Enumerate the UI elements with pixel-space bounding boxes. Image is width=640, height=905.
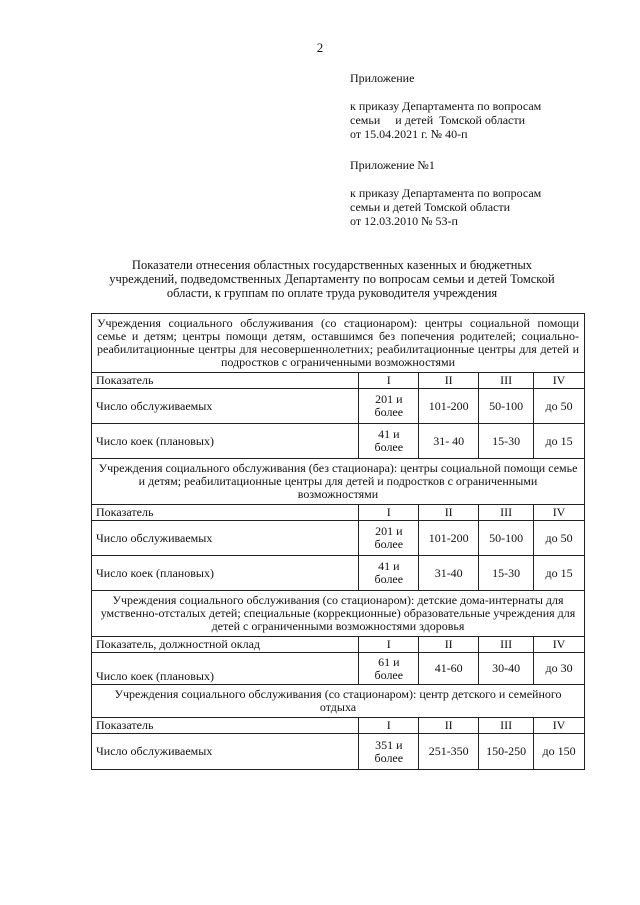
table-row [92, 734, 585, 770]
table-row [92, 521, 585, 556]
header-cell: Показатель, должностной оклад [92, 637, 359, 653]
appendix-line: от 15.04.2021 г. № 40-п [350, 127, 468, 141]
table-header-row [92, 505, 585, 521]
header-cell: Показатель [92, 505, 359, 521]
table-cell: 150-250 [479, 734, 534, 770]
section-title-row [92, 459, 585, 505]
row-label: Число коек (плановых) [92, 653, 359, 685]
section-title-row [92, 314, 585, 373]
section-title: Учреждения социального обслуживания (без стационара): центры социальной помощи семье и детям; реабилитационные центры для детей и подростков с ограниченными возможностями [92, 459, 585, 505]
header-cell: IV [534, 637, 585, 653]
row-label: Число обслуживаемых [92, 389, 359, 424]
table-cell: 31- 40 [419, 424, 479, 459]
table-cell: 15-30 [479, 556, 534, 591]
table-cell: до 15 [534, 556, 585, 591]
row-label: Число обслуживаемых [92, 521, 359, 556]
table-cell: 201 и более [359, 521, 419, 556]
appendix-heading: Приложение №1 [350, 158, 435, 172]
header-cell: Показатель [92, 373, 359, 389]
indicators-table [91, 313, 585, 770]
table-header-row [92, 373, 585, 389]
table-cell: до 50 [534, 521, 585, 556]
table-cell: 101-200 [419, 521, 479, 556]
table-row [92, 389, 585, 424]
title-line: учреждений, подведомственных Департаменту по вопросам семьи и детей Томской [109, 272, 555, 286]
header-cell: III [479, 373, 534, 389]
header-cell: III [479, 505, 534, 521]
header-cell: II [419, 718, 479, 734]
table-cell: 351 и более [359, 734, 419, 770]
table-header-row [92, 637, 585, 653]
table-cell: до 150 [534, 734, 585, 770]
appendix-block-1 [350, 71, 610, 141]
header-cell: II [419, 373, 479, 389]
header-cell: III [479, 718, 534, 734]
appendix-line: к приказу Департамента по вопросам [350, 99, 542, 113]
appendix-block-2 [350, 158, 610, 228]
header-cell: II [419, 505, 479, 521]
table-cell: до 30 [534, 653, 585, 685]
row-label: Число обслуживаемых [92, 734, 359, 770]
table-cell: до 15 [534, 424, 585, 459]
header-cell: I [359, 718, 419, 734]
row-label: Число коек (плановых) [92, 424, 359, 459]
document-title [86, 258, 578, 300]
appendix-line: от 12.03.2010 № 53-п [350, 214, 458, 228]
table-cell: до 50 [534, 389, 585, 424]
appendix-heading: Приложение [350, 71, 415, 85]
table-cell: 101-200 [419, 389, 479, 424]
table-cell: 41 и более [359, 556, 419, 591]
page-number: 2 [316, 40, 324, 55]
appendix-line: семьи и детей Томской области [350, 113, 526, 127]
table-cell: 41-60 [419, 653, 479, 685]
row-label: Число коек (плановых) [92, 556, 359, 591]
section-title-row [92, 685, 585, 718]
header-cell: I [359, 373, 419, 389]
header-cell: III [479, 637, 534, 653]
title-line: области, к группам по оплате труда руководителя учреждения [166, 286, 498, 300]
header-cell: I [359, 637, 419, 653]
appendix-line: к приказу Департамента по вопросам [350, 186, 542, 200]
header-cell: IV [534, 373, 585, 389]
appendix-line: семьи и детей Томской области [350, 200, 511, 214]
table-row [92, 653, 585, 685]
section-title: Учреждения социального обслуживания (со стационаром): детские дома-интернаты для умственно-отсталых детей; специальные (коррекционные) образовательные учреждения для детей с ограниченными возможностями здоровья [92, 591, 585, 637]
table-cell: 201 и более [359, 389, 419, 424]
table-cell: 61 и более [359, 653, 419, 685]
title-line: Показатели отнесения областных государственных казенных и бюджетных [131, 258, 533, 272]
table-cell: 30-40 [479, 653, 534, 685]
table-row [92, 556, 585, 591]
section-title-row [92, 591, 585, 637]
table-cell: 15-30 [479, 424, 534, 459]
table-cell: 50-100 [479, 521, 534, 556]
table-cell: 251-350 [419, 734, 479, 770]
header-cell: IV [534, 718, 585, 734]
table-cell: 50-100 [479, 389, 534, 424]
header-cell: I [359, 505, 419, 521]
table-cell: 41 и более [359, 424, 419, 459]
table-header-row [92, 718, 585, 734]
header-cell: IV [534, 505, 585, 521]
table-row [92, 424, 585, 459]
header-cell: Показатель [92, 718, 359, 734]
table-cell: 31-40 [419, 556, 479, 591]
section-title: Учреждения социального обслуживания (со стационаром): центры социальной помощи семье и детям; центры помощи детям, оставшимся без попечения родителей; социально-реабилитационные центры для несовершеннолетних; реабилитационные центры для детей и подростков с ограниченными возможностями [92, 314, 585, 373]
header-cell: II [419, 637, 479, 653]
section-title: Учреждения социального обслуживания (со стационаром): центр детского и семейного отдыха [92, 685, 585, 718]
